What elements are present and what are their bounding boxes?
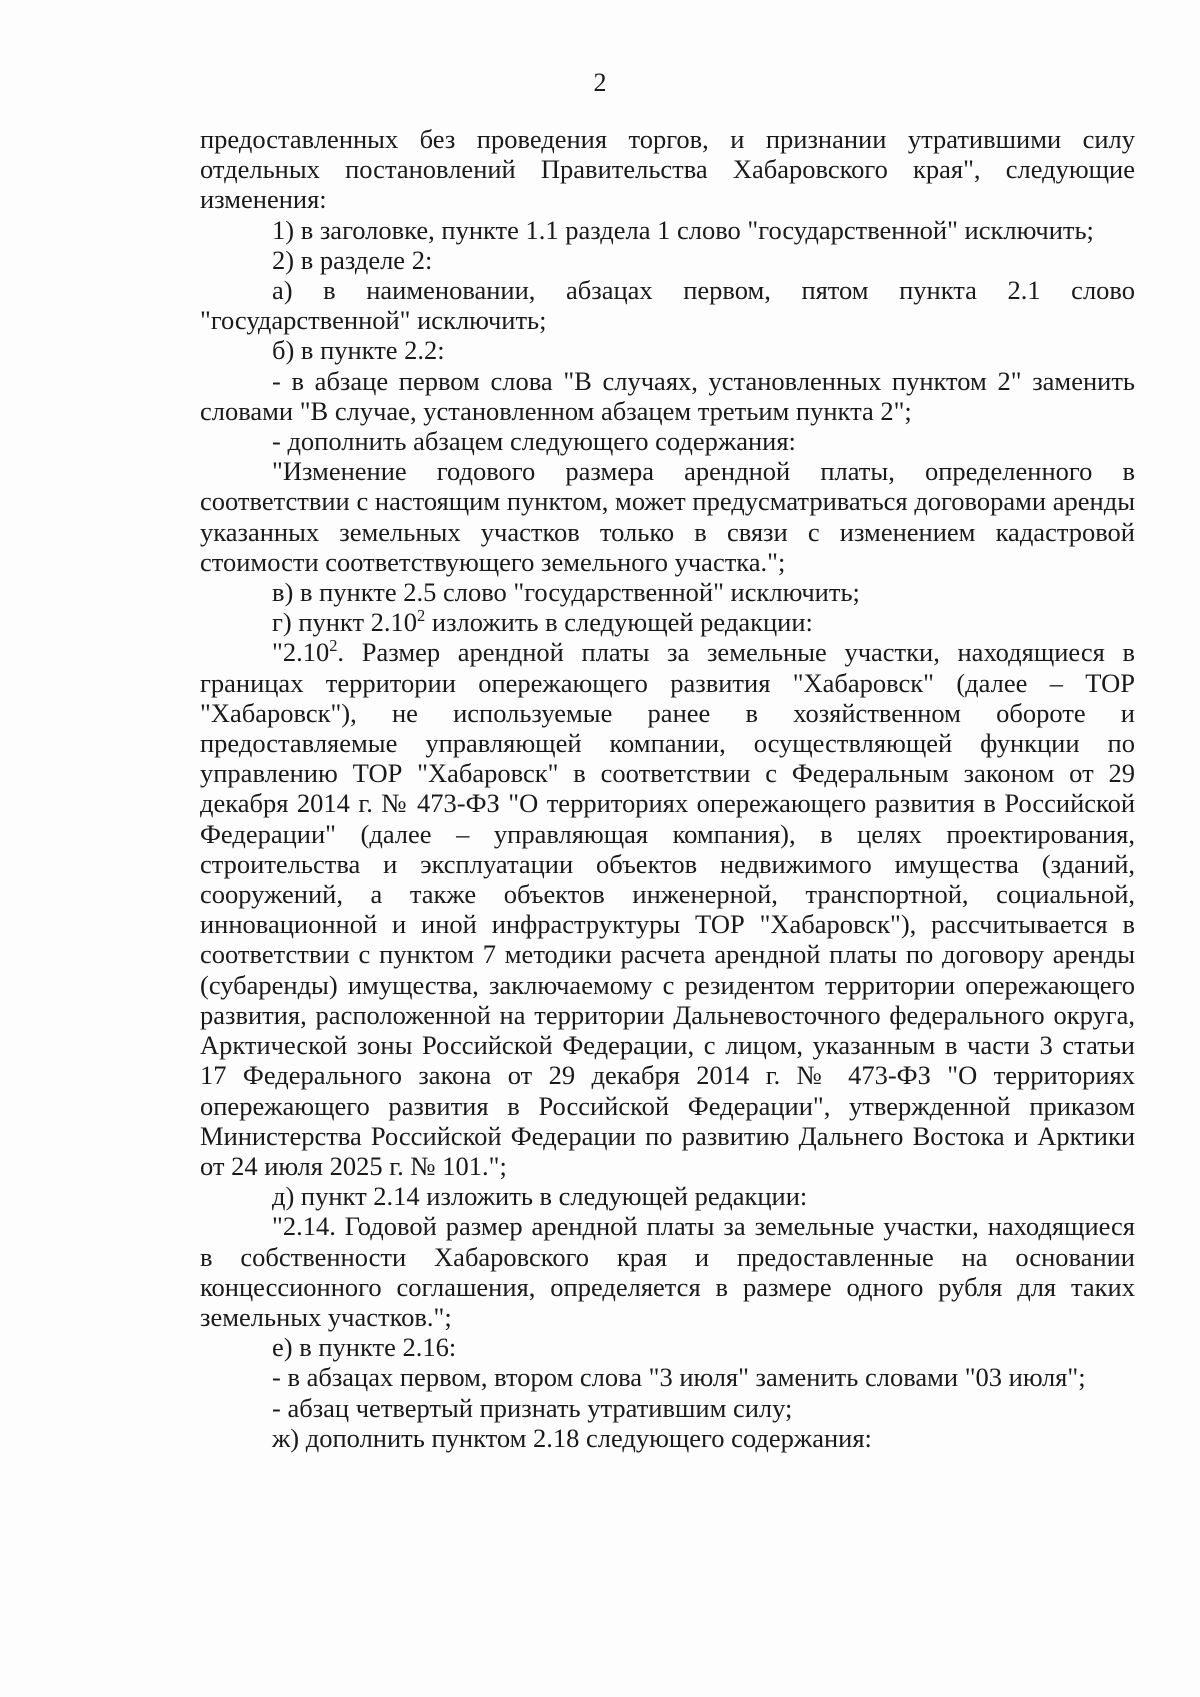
paragraph-item-2d: д) пункт 2.14 изложить в следующей редакции: — [272, 1181, 808, 1212]
paragraph-item-2g-text-after: изложить в следующей редакции: — [425, 607, 813, 638]
paragraph-item-2b: б) в пункте 2.2: — [272, 335, 445, 366]
paragraph-item-2: 2) в разделе 2: — [272, 244, 433, 275]
paragraph-quote-2-10-2-superscript: 2 — [329, 636, 338, 656]
paragraph-quote-rent-change: "Изменение годового размера арендной платы, определенного в соответствии с настоящим пунктом, может предусматриваться договорами аренды указанных земельных участков только в связи с изменением кадастровой стоимости соответствующего земельного участка."; — [200, 456, 1135, 577]
paragraph-item-2e-dash-1: - в абзацах первом, втором слова "3 июля" заменить словами "03 июля"; — [272, 1362, 1086, 1393]
document-body — [200, 124, 1135, 1453]
paragraph-item-2b-dash-2: - дополнить абзацем следующего содержания: — [272, 426, 796, 457]
paragraph-item-2v: в) в пункте 2.5 слово "государственной" исключить; — [272, 577, 860, 608]
paragraph-item-2b-dash-1: - в абзаце первом слова "В случаях, установленных пунктом 2" заменить словами "В случае, установленном абзацем третьим пункта 2"; — [200, 365, 1135, 426]
paragraph-intro: предоставленных без проведения торгов, и признании утратившими силу отдельных постановлений Правительства Хабаровского края", следующие изменения: — [200, 124, 1135, 215]
page-number: 2 — [593, 68, 607, 97]
paragraph-item-2e: е) в пункте 2.16: — [272, 1332, 457, 1363]
paragraph-item-2e-dash-2: - абзац четвертый признать утратившим силу; — [272, 1392, 793, 1423]
paragraph-quote-2-10-2-text-before: "2.10 — [272, 637, 330, 668]
paragraph-quote-2-10-2 — [200, 637, 1135, 1181]
paragraph-item-2a: а) в наименовании, абзацах первом, пятом пункта 2.1 слово "государственной" исключить; — [200, 275, 1135, 336]
paragraph-quote-2-14: "2.14. Годовой размер арендной платы за земельные участки, находящиеся в собственности Хабаровского края и предоставленные на основании концессионного соглашения, определяется в размере одного рубля для таких земельных участков."; — [200, 1211, 1135, 1332]
paragraph-item-2g — [200, 607, 1135, 637]
paragraph-item-1: 1) в заголовке, пункте 1.1 раздела 1 слово "государственной" исключить; — [272, 214, 1094, 245]
paragraph-item-2zh: ж) дополнить пунктом 2.18 следующего содержания: — [272, 1422, 872, 1453]
paragraph-quote-2-10-2-text-after: . Размер арендной платы за земельные участки, находящиеся в границах территории опережающего развития "Хабаровск" (далее – ТОР "Хабаровск"), не используемые ранее в хозяйственном обороте и предоставляемые управляющей компании, осуществляющей функции по управлению ТОР "Хабаровск" в соответствии с Федеральным законом от 29 декабря 2014 г. № 473-ФЗ "О территориях опережающего развития в Российской Федерации" (далее – управляющая компания), в целях проектирования, строительства и эксплуатации объектов недвижимого имущества (зданий, сооружений, а также объектов инженерной, транспортной, социальной, инновационной и иной инфраструктуры ТОР "Хабаровск"), рассчитывается в соответствии с пунктом 7 методики расчета арендной платы по договору аренды (субаренды) имущества, заключаемому с резидентом территории опережающего развития, расположенной на территории Дальневосточного федерального округа, Арктической зоны Российской Федерации, с лицом, указанным в части 3 статьи 17 Федерального закона от 29 декабря 2014 г. № 473-ФЗ "О территориях опережающего развития в Российской Федерации", утвержденной приказом Министерства Российской Федерации по развитию Дальнего Востока и Арктики от 24 июля 2025 г. № 101."; — [200, 637, 1135, 1181]
paragraph-item-2g-superscript: 2 — [417, 606, 426, 626]
paragraph-item-2g-text-before: г) пункт 2.10 — [272, 607, 418, 638]
